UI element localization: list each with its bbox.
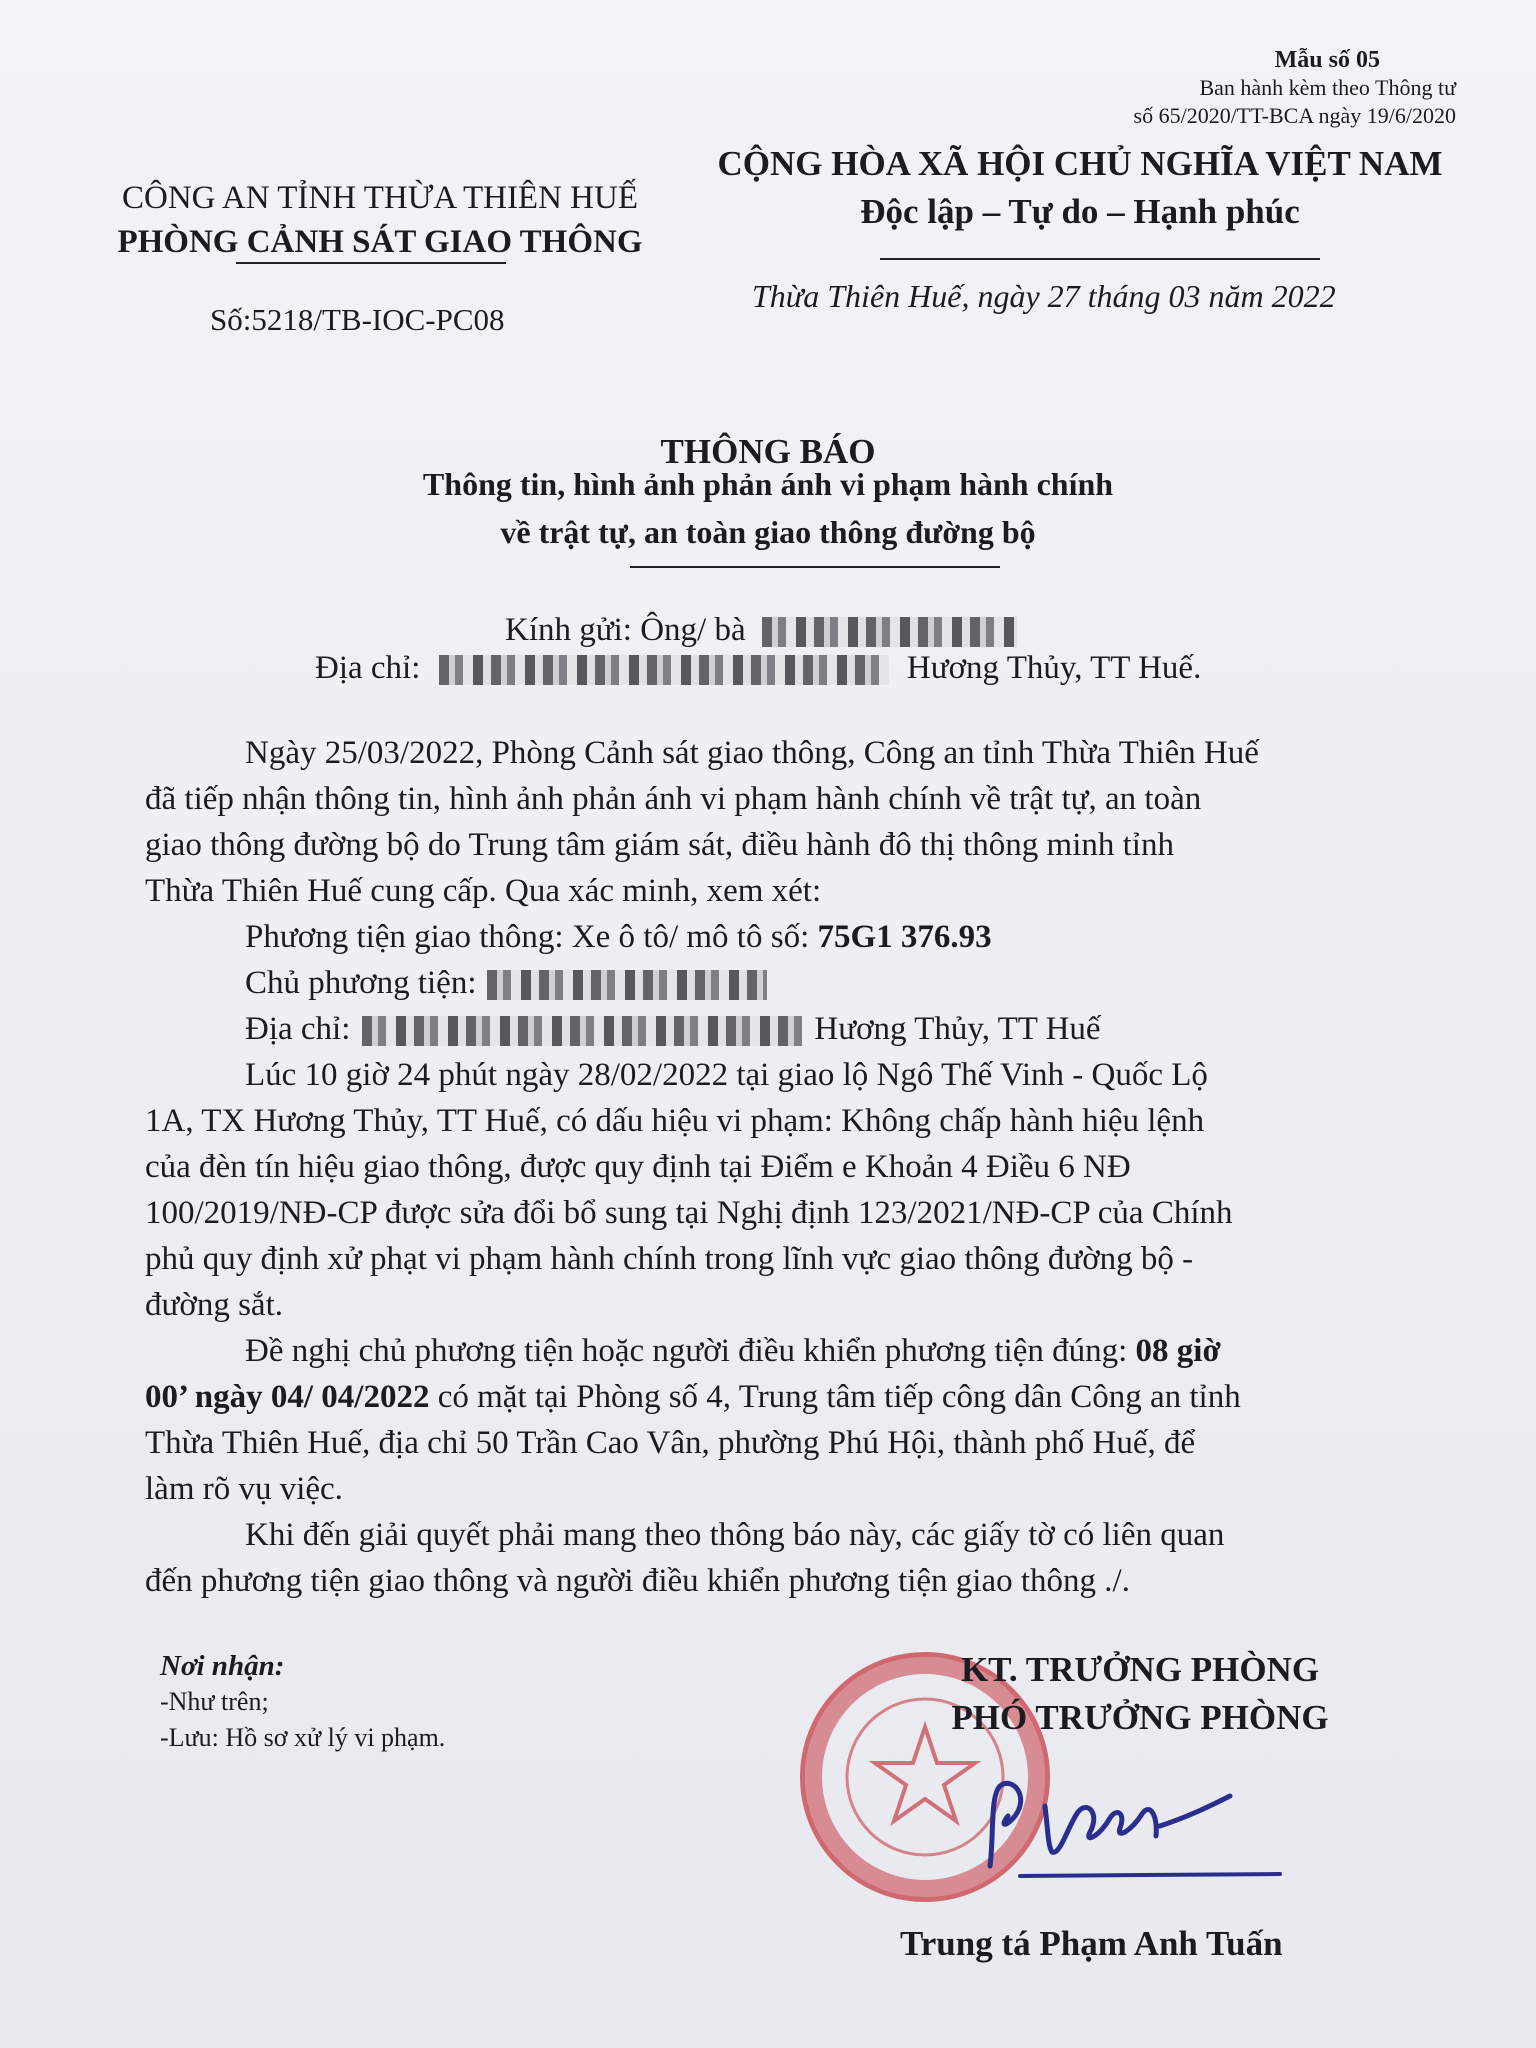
agency-header bbox=[90, 176, 670, 264]
recipients-block bbox=[160, 1648, 445, 1756]
signer-name: Trung tá Phạm Anh Tuấn bbox=[900, 1924, 1283, 1963]
vehicle-label: Phương tiện giao thông: Xe ô tô/ mô tô số: bbox=[245, 919, 810, 955]
vehicle-line bbox=[145, 914, 1455, 960]
p1-line-1: Ngày 25/03/2022, Phòng Cảnh sát giao thông, Công an tỉnh Thừa Thiên Huế bbox=[245, 735, 1259, 771]
form-number: Mẫu số 05 bbox=[1274, 47, 1380, 73]
redacted-owner bbox=[487, 970, 767, 1000]
form-reference bbox=[1134, 46, 1456, 130]
document-body bbox=[145, 730, 1455, 1604]
p4-line-1: Khi đến giải quyết phải mang theo thông báo này, các giấy tờ có liên quan bbox=[245, 1517, 1225, 1553]
document-title: THÔNG BÁO bbox=[660, 432, 876, 471]
title-underline bbox=[630, 566, 1000, 568]
p3-line-3: Thừa Thiên Huế, địa chỉ 50 Trần Cao Vân, phường Phú Hội, thành phố Huế, để bbox=[145, 1425, 1196, 1461]
motto-underline bbox=[880, 258, 1320, 260]
agency-department: PHÒNG CẢNH SÁT GIAO THÔNG bbox=[117, 224, 643, 260]
redacted-address bbox=[439, 655, 889, 685]
recipient-item-1: -Như trên; bbox=[160, 1687, 269, 1716]
p1-line-4: Thừa Thiên Huế cung cấp. Qua xác minh, xem xét: bbox=[145, 873, 822, 909]
redacted-name bbox=[762, 617, 1017, 647]
appointment-hour: 08 giờ bbox=[1135, 1333, 1221, 1369]
document-number: Số:5218/TB-IOC-PC08 bbox=[210, 302, 505, 337]
p2-line-3: của đèn tín hiệu giao thông, được quy định tại Điểm e Khoản 4 Điều 6 NĐ bbox=[145, 1149, 1131, 1185]
p3-text-1: Đề nghị chủ phương tiện hoặc người điều khiển phương tiện đúng: bbox=[245, 1333, 1128, 1369]
p2-line-4: 100/2019/NĐ-CP được sửa đổi bổ sung tại Nghị định 123/2021/NĐ-CP của Chính bbox=[145, 1195, 1233, 1231]
signer-position: PHÓ TRƯỞNG PHÒNG bbox=[951, 1698, 1329, 1737]
p1-line-3: giao thông đường bộ do Trung tâm giám sát, điều hành đô thị thông minh tỉnh bbox=[145, 827, 1174, 863]
owner-line bbox=[145, 960, 1455, 1006]
owner-address-tail: Hương Thủy, TT Huế bbox=[814, 1011, 1101, 1047]
document-subtitle-2: về trật tự, an toàn giao thông đường bộ bbox=[500, 514, 1036, 550]
owner-address-line bbox=[145, 1006, 1455, 1052]
recipient-item-2: -Lưu: Hồ sơ xử lý vi phạm. bbox=[160, 1723, 446, 1752]
p3-text-2: có mặt tại Phòng số 4, Trung tâm tiếp công dân Công an tỉnh bbox=[437, 1379, 1241, 1415]
address-tail: Hương Thủy, TT Huế. bbox=[906, 650, 1202, 686]
handwritten-signature bbox=[960, 1756, 1300, 1891]
addressee-line bbox=[505, 612, 1017, 649]
signer-on-behalf: KT. TRƯỞNG PHÒNG bbox=[960, 1650, 1320, 1689]
p4-line-2: đến phương tiện giao thông và người điều khiển phương tiện giao thông ./. bbox=[145, 1563, 1130, 1599]
agency-underline bbox=[236, 262, 506, 264]
nation-motto: Độc lập – Tự do – Hạnh phúc bbox=[860, 192, 1300, 231]
nation-name: CỘNG HÒA XÃ HỘI CHỦ NGHĨA VIỆT NAM bbox=[717, 144, 1443, 183]
form-circular-ref: số 65/2020/TT-BCA ngày 19/6/2020 bbox=[1133, 103, 1456, 128]
p3-line-1 bbox=[145, 1328, 1455, 1374]
agency-parent: CÔNG AN TỈNH THỪA THIÊN HUẾ bbox=[121, 180, 638, 216]
greeting-label: Kính gửi: Ông/ bà bbox=[505, 612, 746, 648]
owner-label: Chủ phương tiện: bbox=[245, 965, 477, 1001]
national-header bbox=[700, 140, 1460, 236]
appointment-date: 00’ ngày 04/ 04/2022 bbox=[145, 1379, 430, 1415]
form-issued-with: Ban hành kèm theo Thông tư bbox=[1199, 75, 1456, 100]
p1-line-2: đã tiếp nhận thông tin, hình ảnh phản ánh vi phạm hành chính về trật tự, an toàn bbox=[145, 781, 1202, 817]
p2-line-2: 1A, TX Hương Thủy, TT Huế, có dấu hiệu vi phạm: Không chấp hành hiệu lệnh bbox=[145, 1103, 1205, 1139]
redacted-owner-address bbox=[362, 1016, 802, 1046]
p2-line-5: phủ quy định xử phạt vi phạm hành chính trong lĩnh vực giao thông đường bộ - bbox=[145, 1241, 1194, 1277]
address-label: Địa chỉ: bbox=[315, 650, 421, 686]
p3-line-4: làm rõ vụ việc. bbox=[145, 1471, 343, 1507]
addressee-address-line bbox=[315, 650, 1201, 687]
p3-line-2 bbox=[145, 1374, 1455, 1420]
plate-number: 75G1 376.93 bbox=[817, 919, 992, 955]
place-date: Thừa Thiên Huế, ngày 27 tháng 03 năm 2022 bbox=[752, 278, 1336, 314]
recipients-label: Nơi nhận: bbox=[160, 1650, 285, 1682]
document-subtitle-1: Thông tin, hình ảnh phản ánh vi phạm hành chính bbox=[422, 466, 1114, 502]
p2-line-6: đường sắt. bbox=[145, 1287, 283, 1323]
p2-line-1: Lúc 10 giờ 24 phút ngày 28/02/2022 tại giao lộ Ngô Thế Vinh - Quốc Lộ bbox=[245, 1057, 1208, 1093]
owner-address-label: Địa chỉ: bbox=[245, 1011, 351, 1047]
